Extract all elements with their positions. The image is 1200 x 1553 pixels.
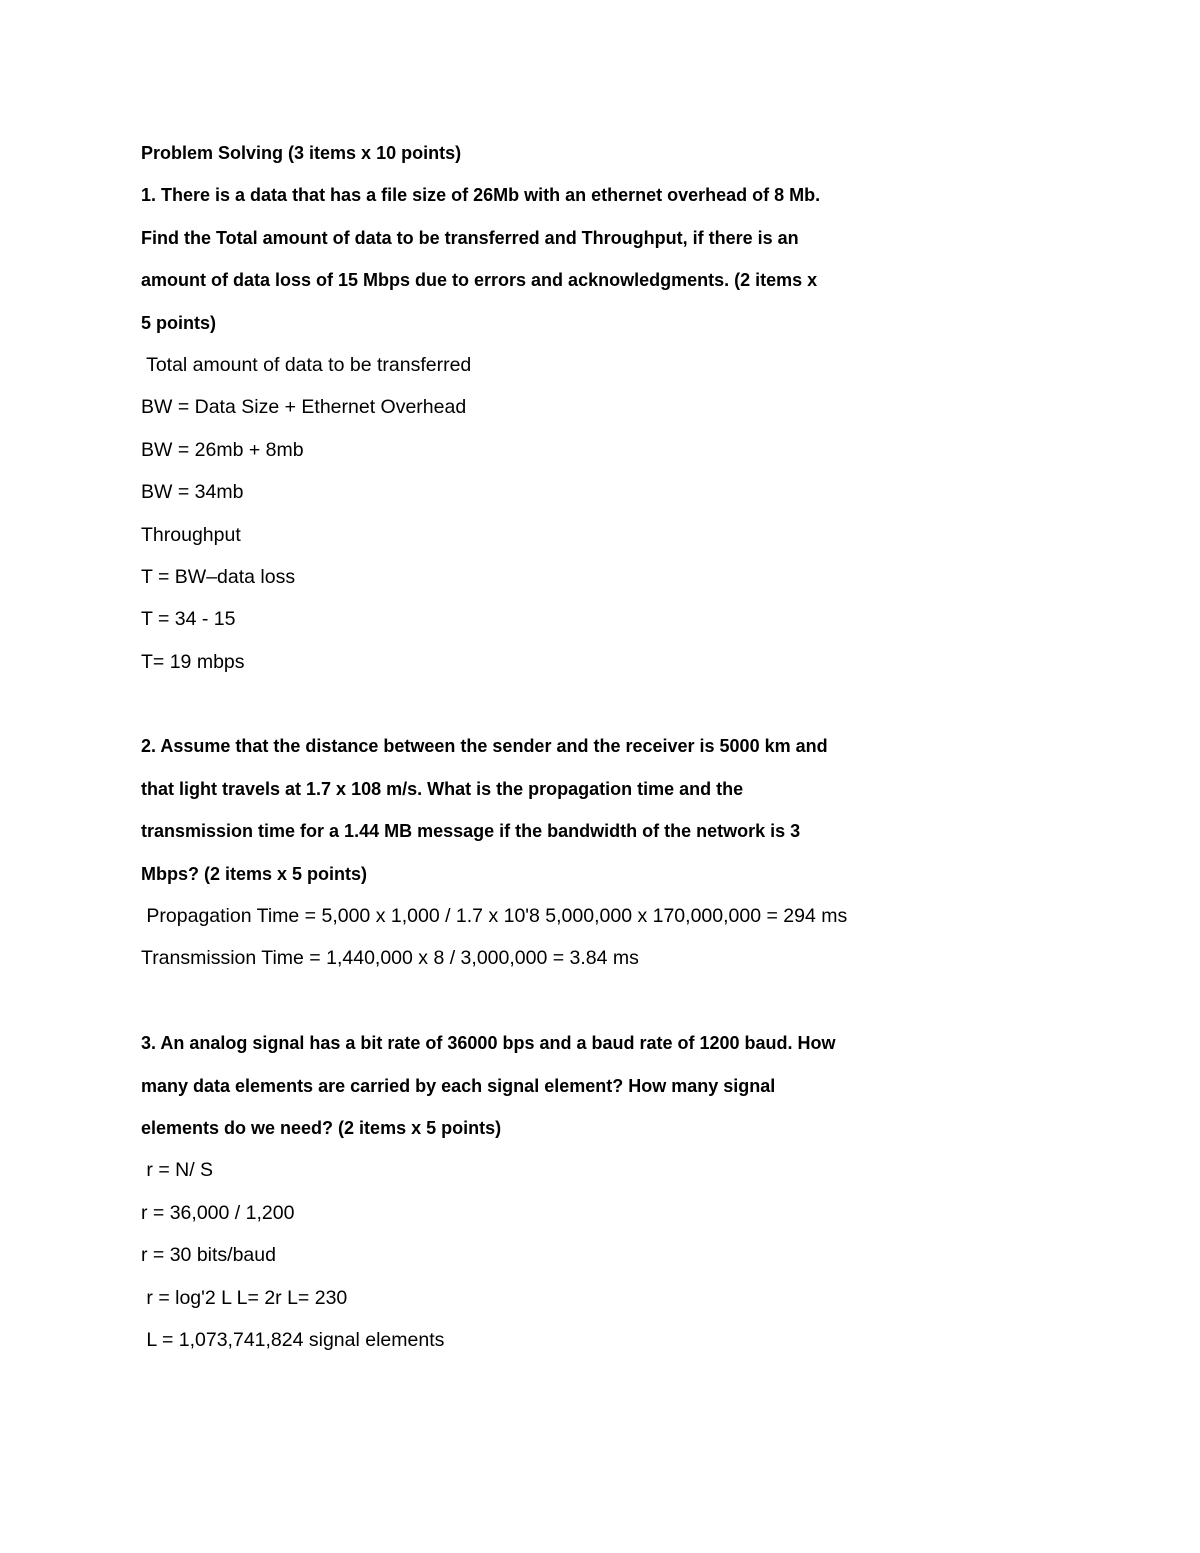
question-line: 3. An analog signal has a bit rate of 36000 bps and a baud rate of 1200 baud. How (141, 1033, 836, 1054)
question-line: amount of data loss of 15 Mbps due to errors and acknowledgments. (2 items x (141, 270, 818, 291)
answer-line: r = N/ S (141, 1159, 214, 1182)
problem-1 (141, 174, 1041, 683)
answer-line: T= 19 mbps (141, 650, 245, 673)
question-line: 2. Assume that the distance between the sender and the receiver is 5000 km and (141, 736, 828, 757)
answer-line: Throughput (141, 523, 241, 546)
answer-line: BW = 34mb (141, 481, 244, 504)
question-line: elements do we need? (2 items x 5 points) (141, 1117, 502, 1138)
question-line: Find the Total amount of data to be transferred and Throughput, if there is an (141, 227, 799, 248)
answer-line: T = 34 - 15 (141, 608, 236, 631)
document-page (141, 132, 1041, 1361)
answer-line: Transmission Time = 1,440,000 x 8 / 3,000,000 = 3.84 ms (141, 947, 639, 970)
answer-line: Propagation Time = 5,000 x 1,000 / 1.7 x 10'8 5,000,000 x 170,000,000 = 294 ms (141, 905, 848, 928)
blank-line (141, 683, 1041, 725)
problem-2 (141, 725, 1041, 979)
question-line: that light travels at 1.7 x 108 m/s. What is the propagation time and the (141, 778, 744, 799)
problem-3 (141, 1022, 1041, 1361)
answer-line: T = BW–data loss (141, 565, 296, 588)
blank-line (141, 980, 1041, 1022)
answer-line: L = 1,073,741,824 signal elements (141, 1328, 445, 1351)
question-line: 5 points) (141, 312, 216, 333)
answer-line: r = log'2 L L= 2r L= 230 (141, 1286, 348, 1309)
answer-line: r = 30 bits/baud (141, 1244, 276, 1267)
answer-line: r = 36,000 / 1,200 (141, 1201, 295, 1224)
question-line: 1. There is a data that has a file size of 26Mb with an ethernet overhead of 8 Mb. (141, 185, 821, 206)
answer-line: BW = Data Size + Ethernet Overhead (141, 396, 467, 419)
question-line: many data elements are carried by each signal element? How many signal (141, 1075, 776, 1096)
question-line: Mbps? (2 items x 5 points) (141, 863, 368, 884)
question-line: transmission time for a 1.44 MB message if the bandwidth of the network is 3 (141, 821, 801, 842)
answer-line: BW = 26mb + 8mb (141, 438, 304, 461)
answer-line: Total amount of data to be transferred (141, 353, 472, 376)
section-heading: Problem Solving (3 items x 10 points) (141, 143, 462, 163)
